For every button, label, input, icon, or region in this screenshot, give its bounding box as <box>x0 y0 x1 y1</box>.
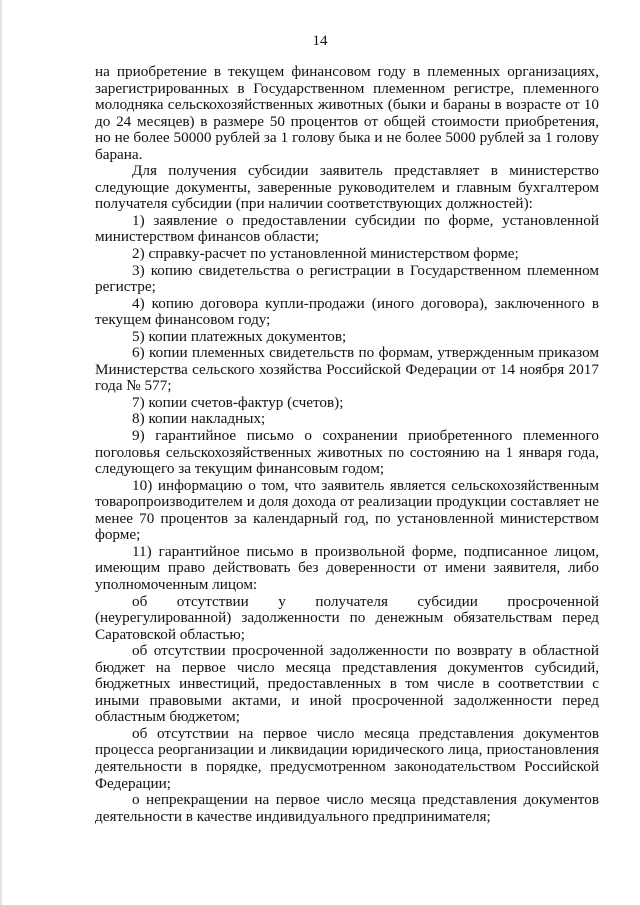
sub-item-entrepreneur-activity: о непрекращении на первое число месяца представления документов деятельности в качестве индивидуального предпринимателя; <box>95 791 599 825</box>
sub-item-no-reorganization: об отсутствии на первое число месяца представления документов процесса реорганизации и ликвидации юридического лица, приостановления деятельности в порядке, предусмотренном законодательством Российской Федерации; <box>95 724 599 792</box>
list-item-4: 4) копию договора купли-продажи (иного договора), заключенного в текущем финансовом году; <box>95 294 599 329</box>
list-item-7: 7) копии счетов-фактур (счетов); <box>132 393 344 411</box>
list-item-10: 10) информацию о том, что заявитель является сельскохозяйственным товаропроизводителем и доля дохода от реализации продукции составляет не менее 70 процентов за календарный год, по установленной министерством форме; <box>95 476 599 544</box>
scan-edge <box>0 0 2 905</box>
list-item-11: 11) гарантийное письмо в произвольной форме, подписанное лицом, имеющим право действовать без доверенности от имени заявителя, либо уполномоченным лицом: <box>95 542 599 593</box>
document-body <box>95 64 599 825</box>
list-item-8: 8) копии накладных; <box>132 410 266 428</box>
paragraph-documents-intro: Для получения субсидии заявитель представляет в министерство следующие документы, заверенные руководителем и главным бухгалтером получателя субсидии (при наличии соответствующих должностей): <box>95 162 599 213</box>
list-item-3: 3) копию свидетельства о регистрации в Государственном племенном регистре; <box>95 261 599 296</box>
list-item-1: 1) заявление о предоставлении субсидии по форме, установленной министерством финансов области; <box>95 211 599 246</box>
list-item-5: 5) копии платежных документов; <box>132 327 347 345</box>
list-item-9: 9) гарантийное письмо о сохранении приобретенного племенного поголовья сельскохозяйственных животных по состоянию на 1 января года, следующего за текущим финансовым годом; <box>95 427 599 478</box>
page-number: 14 <box>312 33 328 49</box>
sub-item-no-debt: об отсутствии у получателя субсидии просроченной (неурегулированной) задолженности по денежным обязательствам перед Саратовской областью; <box>95 592 599 643</box>
paragraph-continuation: на приобретение в текущем финансовом году в племенных организациях, зарегистрированных в Государственном племенном регистре, племенного молодняка сельскохозяйственных животных (быки и бараны в возрасте от 10 до 24 месяцев) в размере 50 процентов от общей стоимости приобретения, но не более 50000 рублей за 1 голову быка и не более 5000 рублей за 1 голову барана. <box>95 63 599 163</box>
list-item-2: 2) справку-расчет по установленной министерством форме; <box>132 245 519 263</box>
list-item-6: 6) копии племенных свидетельств по формам, утвержденным приказом Министерства сельского хозяйства Российской Федерации от 14 ноября 2017 года № 577; <box>95 344 599 395</box>
sub-item-no-overdue-return: об отсутствии просроченной задолженности по возврату в областной бюджет на первое число месяца представления документов субсидий, бюджетных инвестиций, предоставленных в том числе в соответствии с иными правовыми актами, и иной просроченной задолженности перед областным бюджетом; <box>95 642 599 726</box>
